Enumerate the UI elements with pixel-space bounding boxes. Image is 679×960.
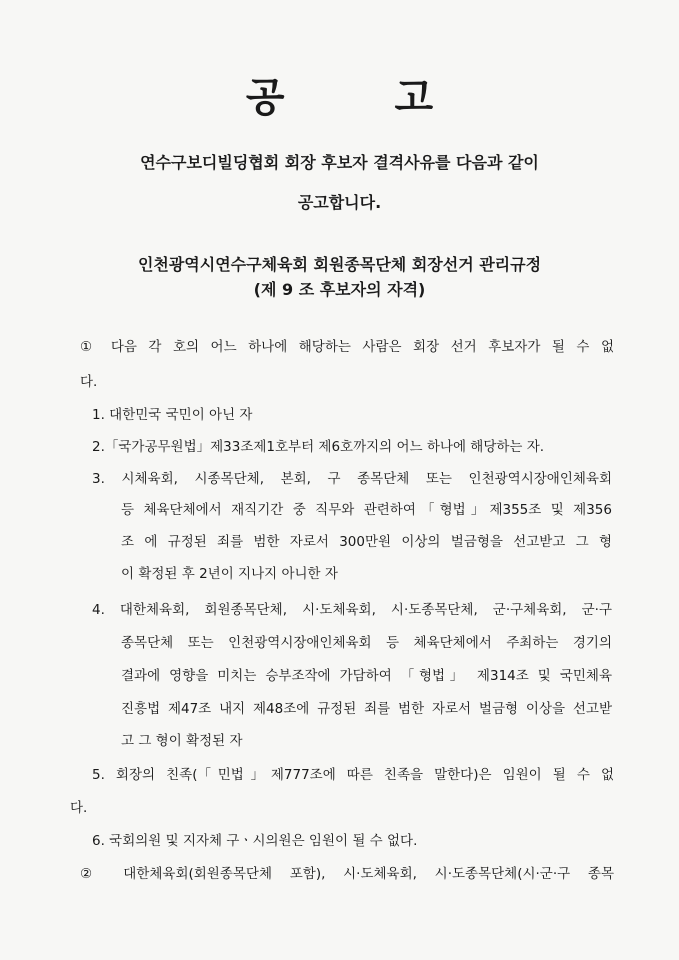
- intro-line-1: 연수구보디빌딩협회 회장 후보자 결격사유를 다음과 같이: [140, 153, 539, 172]
- paragraph-2-line-1: ② 대한체육회(회원종목단체 포함), 시·도체육회, 시·도종목단체(시·군·구 종목: [80, 866, 614, 882]
- item-3-line-2: 등 체육단체에서 재직기간 중 직무와 관련하여「형법」제355조 및 제356: [121, 502, 612, 518]
- item-3-line-1: 3. 시체육회, 시종목단체, 본회, 구 종목단체 또는 인천광역시장애인체육회: [92, 471, 612, 487]
- paragraph-1-line-2: 다.: [80, 374, 98, 390]
- item-1: 1. 대한민국 국민이 아닌 자: [92, 407, 253, 423]
- intro-line-2: 공고합니다.: [297, 193, 382, 212]
- page-title: 공고: [245, 75, 544, 121]
- item-4-line-1: 4. 대한체육회, 회원종목단체, 시·도체육회, 시·도종목단체, 군·구체육회, 군·구: [92, 602, 612, 618]
- item-5-line-1: 5. 회장의 친족(「민법」제777조에 따른 친족을 말한다)은 임원이 될 수 없: [92, 767, 614, 783]
- regulation-name: 인천광역시연수구체육회 회원종목단체 회장선거 관리규정: [137, 255, 542, 274]
- item-4-line-4: 진흥법 제47조 내지 제48조에 규정된 죄를 범한 자로서 벌금형 이상을 선고받: [121, 701, 612, 717]
- item-2: 2.「국가공무원법」제33조제1호부터 제6호까지의 어느 하나에 해당하는 자.: [92, 439, 545, 455]
- regulation-article: (제 9 조 후보자의 자격): [253, 280, 426, 299]
- item-3-line-3: 조 에 규정된 죄를 범한 자로서 300만원 이상의 벌금형을 선고받고 그 형: [121, 534, 612, 550]
- item-4-line-3: 결과에 영향을 미치는 승부조작에 가담하여 「형법」 제314조 및 국민체육: [121, 668, 612, 684]
- item-6: 6. 국회의원 및 지자체 구ㆍ시의원은 임원이 될 수 없다.: [92, 833, 418, 849]
- paragraph-1-line-1: ① 다음 각 호의 어느 하나에 해당하는 사람은 회장 선거 후보자가 될 수 없: [80, 339, 614, 355]
- item-3-line-4: 이 확정된 후 2년이 지나지 아니한 자: [121, 566, 338, 582]
- item-5-line-2: 다.: [70, 800, 88, 816]
- item-4-line-2: 종목단체 또는 인천광역시장애인체육회 등 체육단체에서 주최하는 경기의: [121, 635, 612, 651]
- item-4-line-5: 고 그 형이 확정된 자: [121, 733, 243, 749]
